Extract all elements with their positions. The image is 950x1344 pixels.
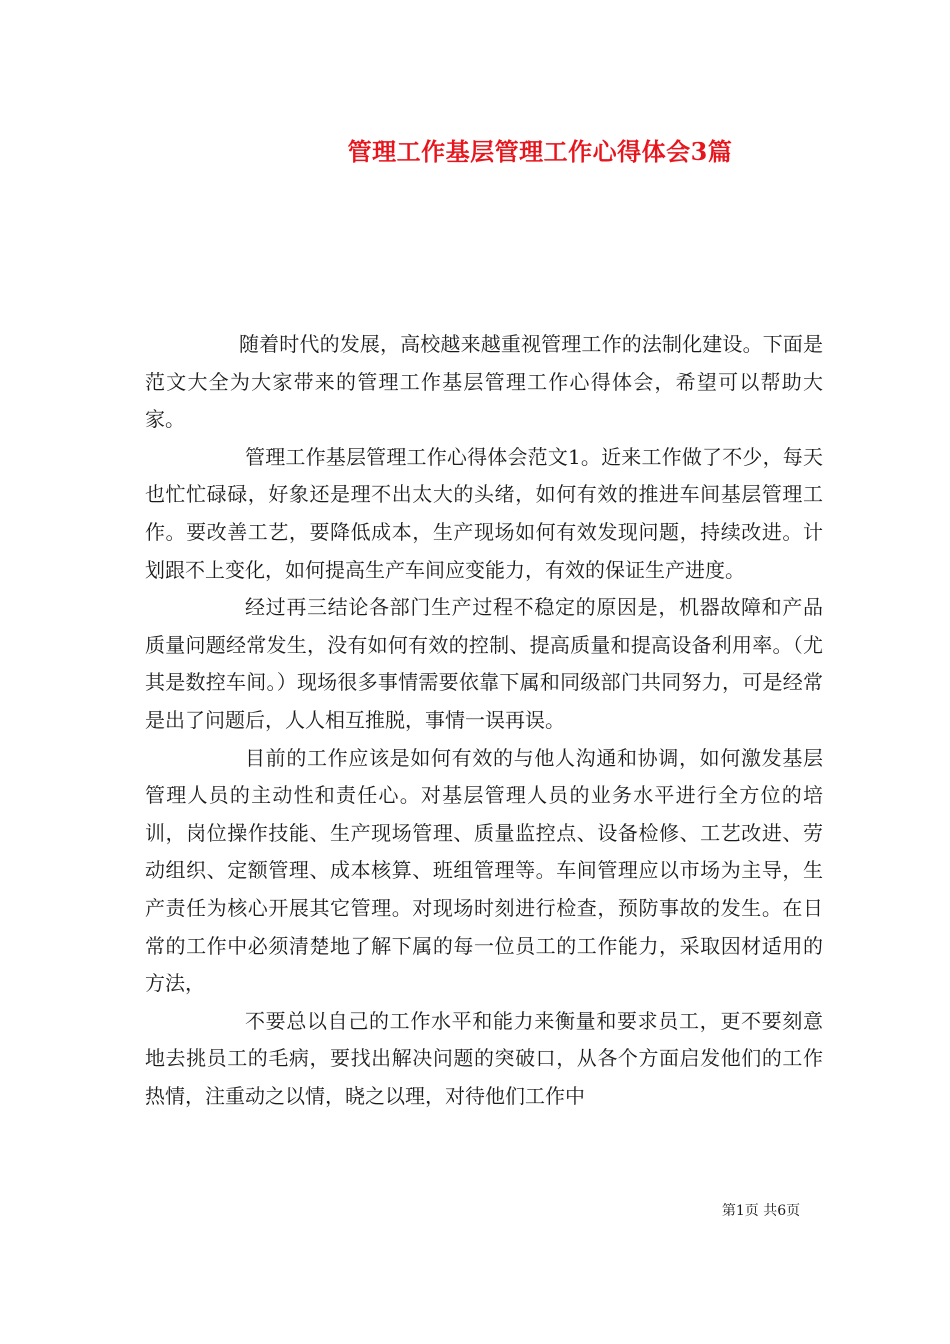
page-number-footer: 第1页 共6页 (721, 1203, 801, 1219)
paragraph-5: 不要总以自己的工作水平和能力来衡量和要求员工，更不要刻意地去挑员工的毛病，要找出解决问题的突破口，从各个方面启发他们的工作热情，注重动之以情，晓之以理，对待他们工作中 (145, 1008, 823, 1108)
document-title: 管理工作基层管理工作心得体会3篇 (347, 137, 733, 166)
paragraph-2: 管理工作基层管理工作心得体会范文1。近来工作做了不少，每天也忙忙碌碌，好象还是理不出太大的头绪，如何有效的推进车间基层管理工作。要改善工艺，要降低成本，生产现场如何有效发现问题，持续改进。计划跟不上变化，如何提高生产车间应变能力，有效的保证生产进度。 (145, 444, 823, 582)
document-body (145, 326, 823, 1115)
paragraph-4: 目前的工作应该是如何有效的与他人沟通和协调，如何激发基层管理人员的主动性和责任心。对基层管理人员的业务水平进行全方位的培训，岗位操作技能、生产现场管理、质量监控点、设备检修、工艺改进、劳动组织、定额管理、成本核算、班组管理等。车间管理应以市场为主导，生产责任为核心开展其它管理。对现场时刻进行检查，预防事故的发生。在日常的工作中必须清楚地了解下属的每一位员工的工作能力，采取因材适用的方法， (145, 745, 823, 996)
paragraph-intro: 随着时代的发展，高校越来越重视管理工作的法制化建设。下面是范文大全为大家带来的管理工作基层管理工作心得体会，希望可以帮助大家。 (145, 332, 823, 432)
paragraph-3: 经过再三结论各部门生产过程不稳定的原因是，机器故障和产品质量问题经常发生，没有如何有效的控制、提高质量和提高设备利用率。（尤其是数控车间。）现场很多事情需要依靠下属和同级部门共同努力，可是经常是出了问题后，人人相互推脱，事情一误再误。 (145, 595, 823, 732)
